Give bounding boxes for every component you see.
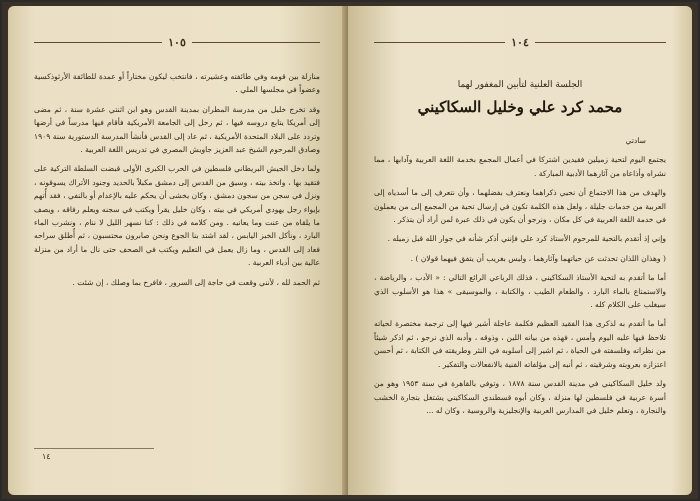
right-page-header bbox=[368, 36, 672, 49]
paragraph: ولد خليل السكاكيني في مدينة القدس سنة ١٨٧٨ ، وتوفي بالقاهرة في سنة ١٩٥٣ وهو من أسرة عربية في فلسطين لها منزلة ، وكان أبوه قسطندي السكاكيني يشتغل بتجارة الخشب والنجارة ، وتعلم خليل في المدارس العربية والإنجليزية والروسية ، وكان له ... bbox=[374, 379, 666, 415]
left-page-header bbox=[28, 36, 326, 49]
header-rule bbox=[192, 42, 320, 43]
right-page bbox=[348, 6, 692, 495]
signature-number: ١٤ bbox=[42, 452, 51, 461]
paragraph: وقد تخرج خليل من مدرسة المطران بمدينة القدس وهو ابن اثنتي عشرة سنة ، ثم مضى إلى أمريكا يتابع دروسه فيها ، ثم رحل إلى الجامعة الأمريكية فأقام فيها مدرساً في أرضها وتردد على البلاد المتحدة الأمريكية ، ثم عاد إلى القدس فأنشأ المدرسة الدستورية سنة ١٩٠٩ وصادق المرحوم الشيخ عبد العزيز جاويش المصري في تدريس اللغة العربية . bbox=[34, 104, 320, 155]
salutation: سادتي bbox=[625, 136, 646, 145]
left-page bbox=[8, 6, 346, 495]
paragraph: ( وهذان اللذان تحدثت عن حياتهما وآثارهما ، وليس بغريب أن يتفق فيهما قولان ) . bbox=[410, 253, 666, 263]
right-page-body bbox=[374, 134, 666, 423]
header-rule bbox=[535, 42, 666, 43]
header-rule bbox=[374, 42, 505, 43]
chapter-title: محمد كرد علي وخليل السكاكيني bbox=[417, 98, 623, 116]
right-page-number: ١٠٤ bbox=[511, 36, 529, 49]
left-page-number: ١٠٥ bbox=[168, 36, 186, 49]
left-page-body bbox=[34, 70, 320, 295]
paragraph: يجتمع اليوم لتحية زميلين فقيدين اشتركا في أعمال المجمع بخدمة اللغة العربية وآدابها ، مما نشراه وأذاعاه من آثارهما الأدبية المباركة . bbox=[374, 155, 666, 178]
paragraph: أما ما أتقدم به لذكرى هذا الفقيد العظيم فكلمة عاجلة أشير فيها إلى ترجمة مختصرة لحياته تلاحظ فيها عليه اليوم وأمس ، فهذه من بيانه اللين ، وذوقه ، وأدبه الذي نرجو ، ثم اذكر شيئاً من نظراته وفلسفته في الحياة ، ثم اشير إلى أسلوبه في النثر وطريقته في الكتابة ، ثم أحسن اعتزازه بعروبته وشرقيته ، ثم أنبه إلى مؤلفاته الفنية بالانفعالات والتفكير . bbox=[374, 319, 666, 369]
paragraph: ولما دخل الجيش البريطاني فلسطين في الحرب الكبرى الأولى قبضت السلطة التركية على فتقيد بها ، واتخذ بيته ، وسيق من القدس إلى دمشق مكبلاً بالحديد وجنود الأتراك يسوقونه ، ونزل في سجن من سجون دمشق ، وكان يخشى أن يحكم عليه بالإعدام أو بالنفي ، فقد أُتهم بإيواء رجل يهودي أمريكي في بيته ، وكان خليل يقرأ ويكتب في سجنه ويعلم رفاقه ، ويصف ما يلقاه من عنت وما يعانيه . ومن كلامه في ذلك : كنا نسهر الليل لا ننام ، ونشرب الماء البارد ، ونأكل الخبز اليابس ، لقد اشتد بنا الجوع ونحن صابرون محتسبون ، ثم أُطلق سراحه فعاد إلى القدس ، وما زال يعمل في التعليم ويكتب في الصحف حتى نال ما أراد من منزلة عالية بين أدباء العربية . bbox=[34, 164, 320, 268]
open-book bbox=[2, 2, 698, 499]
footnote-rule bbox=[34, 448, 154, 449]
paragraph: وإني إذ أتقدم بالتحية للمرحوم الأستاذ كرد علي فإنني أذكر شأنه في جوار الله قبل زميله . bbox=[387, 234, 666, 244]
paragraph: والهدف من هذا الاجتماع أن نحيي ذكراهما ونعترف بفضلهما ، وأن نتعرف إلى ما أسدياه إلى العربية من خدمات جليلة ، ولعل هذه الكلمة تكون في إرسال تحية من المجمع إلى من يعملون في خدمة اللغة العربية في كل مكان ، ونرجو أن يكون في ذلك عبرة لمن أراد أن يتذكر . bbox=[374, 188, 666, 225]
session-subtitle: الجلسة العلنية لتأبين المغفور لهما bbox=[457, 80, 583, 90]
paragraph: منازلة بين قومه وفي طائفته وعشيرته ، فانتخب ليكون مختاراً أو عمدة للطائفة الأرثوذكسية وعضواً في مجلسها الملي . bbox=[34, 72, 320, 95]
paragraph: ثم الحمد لله ، لأنني وقعت في حاجة إلى السرور ، فافرح بما وصلك ، إن شئت . bbox=[72, 277, 320, 287]
paragraph: أما ما أتقدم به لتحية الأستاذ السكاكيني ، فذلك الرباعي الرائع التالي : « الأدب ، والرياضة ، والاستمتاع بالماء البارد ، والطعام الطيب ، والكتابة ، والموسيقى » هذا هو الأسلوب الذي سيغلب على الكلام كله . bbox=[374, 273, 666, 310]
header-rule bbox=[34, 42, 162, 43]
